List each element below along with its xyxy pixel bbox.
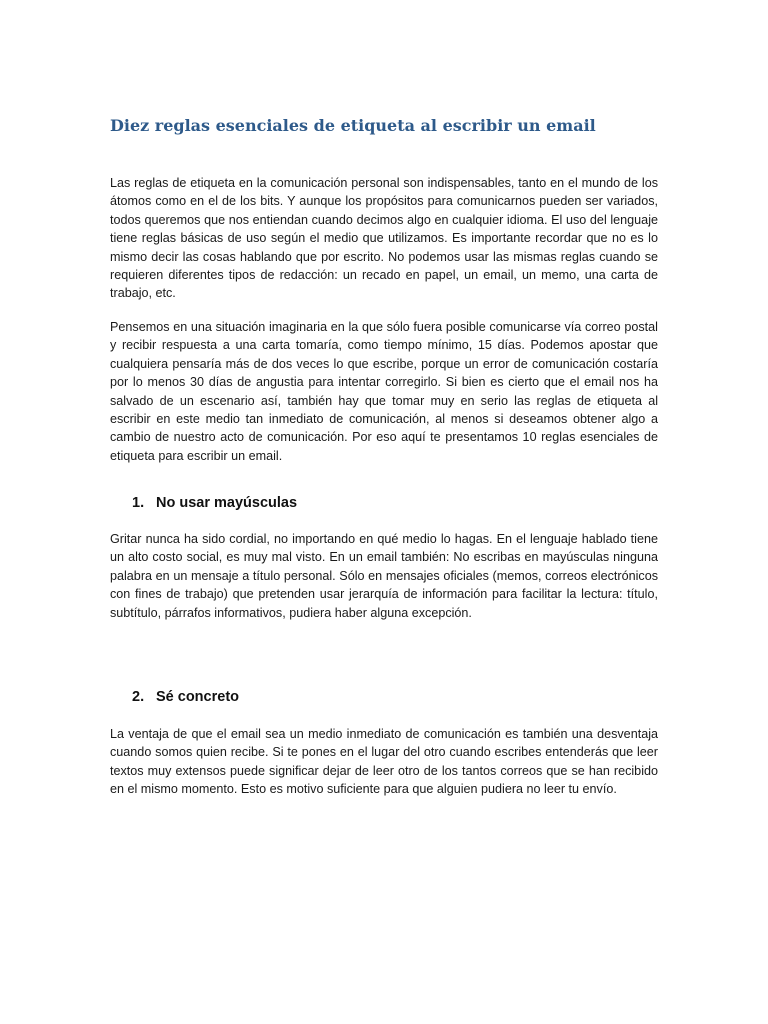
section-heading-1 [132, 493, 297, 513]
section-body-1: Gritar nunca ha sido cordial, no importando en qué medio lo hagas. En el lenguaje hablado tiene un alto costo social, es muy mal visto. En un email también: No escribas en mayúsculas ninguna palabra en un mensaje a título personal. Sólo en mensajes oficiales (memos, correos electrónicos con fines de trabajo) que pretenden usar jerarquía de información para facilitar la lectura: título, subtítulo, párrafos informativos, pudiera haber alguna excepción. [110, 532, 658, 620]
section-number-2: 2. [132, 689, 145, 705]
intro-paragraph-1: Las reglas de etiqueta en la comunicación personal son indispensables, tanto en el mundo de los átomos como en el de los bits. Y aunque los propósitos para comunicarnos pueden ser variados, todos queremos que nos entiendan cuando decimos algo en cualquier idioma. El uso del lenguaje tiene reglas básicas de uso según el medio que utilizamos. Es importante recordar que no es lo mismo decir las cosas hablando que por escrito. No podemos usar las mismas reglas cuando se requieren diferentes tipos de redacción: un recado en papel, un email, un memo, una carta de trabajo, etc. [110, 176, 658, 301]
section-heading-text-2: Sé concreto [156, 689, 239, 705]
section-heading-2 [132, 687, 239, 707]
section-heading-text-1: No usar mayúsculas [156, 495, 298, 511]
section-number-1: 1. [132, 495, 145, 511]
intro-paragraph-2: Pensemos en una situación imaginaria en la que sólo fuera posible comunicarse vía correo postal y recibir respuesta a una carta tomaría, como tiempo mínimo, 15 días. Podemos apostar que cualquiera pensaría más de dos veces lo que escribe, porque un error de comunicación costaría por lo menos 30 días de angustia para intentar corregirlo. Si bien es cierto que el email nos ha salvado de un escenario así, también hay que tomar muy en serio las reglas de etiqueta al escribir en este medio tan inmediato de comunicación, al menos si deseamos obtener algo a cambio de nuestro acto de comunicación. Por eso aquí te presentamos 10 reglas esenciales de etiqueta para escribir un email. [110, 320, 658, 463]
document-title: Diez reglas esenciales de etiqueta al escribir un email [110, 116, 596, 135]
section-body-2: La ventaja de que el email sea un medio inmediato de comunicación es también una desventaja cuando somos quien recibe. Si te pones en el lugar del otro cuando escribes entenderás que leer textos muy extensos puede significar dejar de leer otro de los tantos correos que se han recibido en el mismo momento. Esto es motivo suficiente para que alguien pudiera no leer tu envío. [110, 727, 658, 797]
